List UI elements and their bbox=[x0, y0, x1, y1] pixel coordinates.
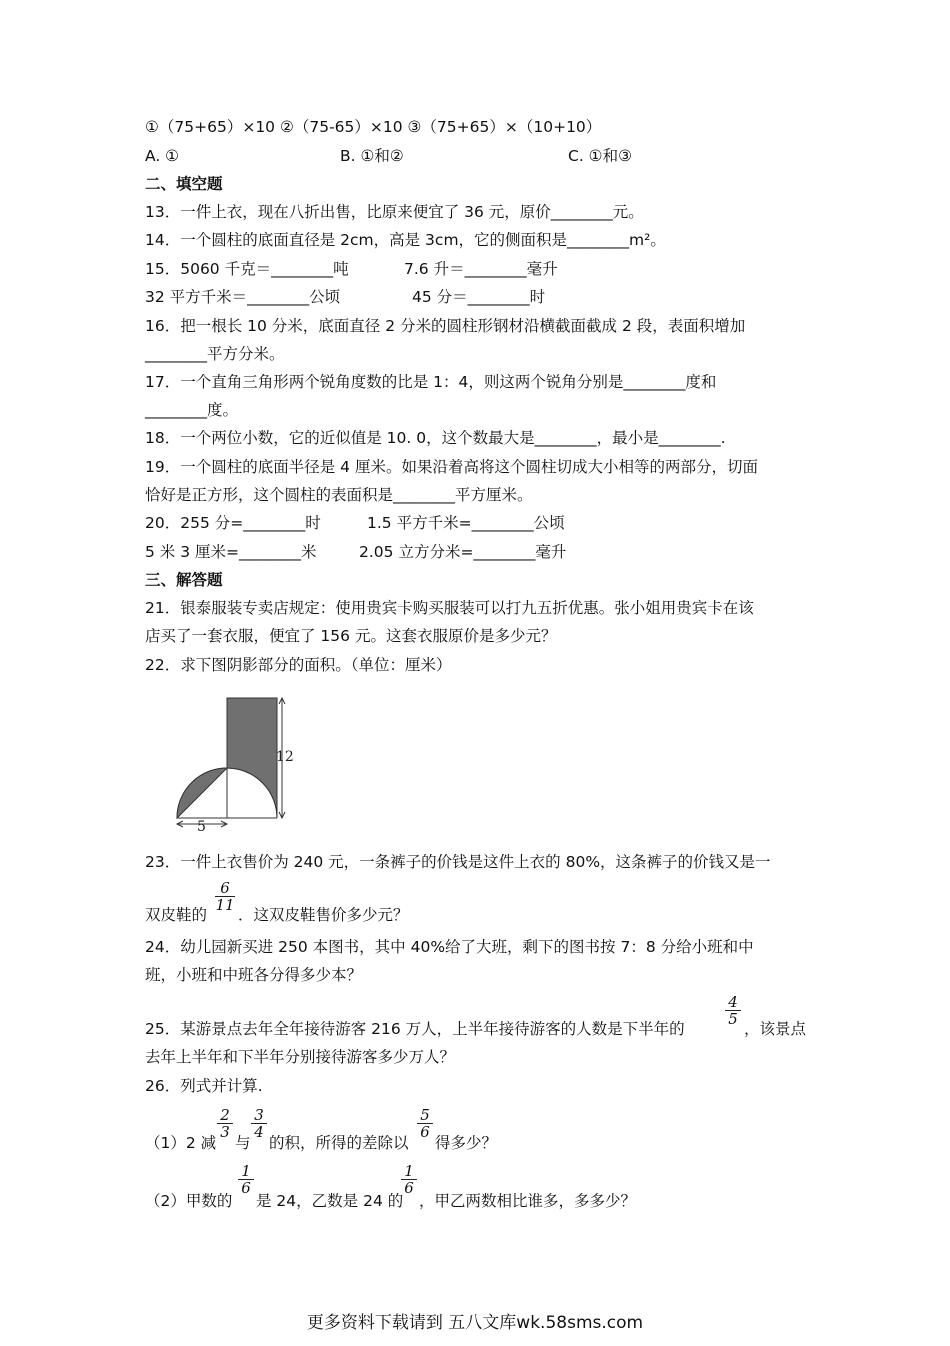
question-24-line-1: 24．幼儿园新买进 250 本图书，其中 40%给了大班，剩下的图书按 7：8 分给小班和中 bbox=[145, 938, 754, 956]
question-20-part-d: 2.05 立方分米=________毫升 bbox=[359, 543, 567, 561]
fraction-denominator: 4 bbox=[254, 1123, 264, 1141]
q12-options-expressions: ①（75+65）×10 ②（75-65）×10 ③（75+65）×（10+10） bbox=[145, 118, 602, 136]
fraction-numerator: 6 bbox=[215, 880, 235, 897]
question-22: 22．求下图阴影部分的面积。（单位：厘米） bbox=[145, 656, 452, 674]
question-25-line-2: 去年上半年和下半年分别接待游客多少万人？ bbox=[145, 1048, 456, 1066]
fraction-denominator: 6 bbox=[420, 1123, 430, 1141]
shaded-rectangle-region bbox=[227, 698, 277, 818]
question-15-part-a: 15．5060 千克＝________吨 bbox=[145, 260, 349, 278]
question-15-part-c: 32 平方千米＝________公顷 bbox=[145, 288, 341, 306]
fraction-1-6-second bbox=[401, 1163, 417, 1196]
fraction-1-6-first bbox=[238, 1163, 254, 1196]
question-18: 18．一个两位小数，它的近似值是 10. 0，这个数最大是________，最小是________. bbox=[145, 429, 726, 447]
question-26-1-part-c: 的积，所得的差除以 bbox=[269, 1134, 409, 1152]
question-17-line-1: 17．一个直角三角形两个锐角度数的比是 1：4，则这两个锐角分别是________度和 bbox=[145, 373, 717, 391]
fraction-denominator: 6 bbox=[241, 1179, 251, 1197]
question-16-line-2: ________平方分米。 bbox=[145, 345, 285, 363]
q12-option-a: A. ① bbox=[145, 147, 180, 165]
fraction-numerator: 4 bbox=[725, 994, 741, 1011]
question-26-1-part-b: 与 bbox=[235, 1134, 251, 1152]
question-23-line-2-prefix: 双皮鞋的 bbox=[145, 906, 208, 924]
question-17-line-2: ________度。 bbox=[145, 401, 239, 419]
question-26-2-part-a: （2）甲数的 bbox=[145, 1192, 233, 1210]
fraction-2-3 bbox=[217, 1107, 233, 1140]
question-26-1-part-a: （1）2 减 bbox=[145, 1134, 217, 1152]
question-14: 14．一个圆柱的底面直径是 2cm，高是 3cm，它的侧面积是________m²。 bbox=[145, 231, 666, 249]
question-16-line-1: 16．把一根长 10 分米，底面直径 2 分米的圆柱形钢材沿横截面截成 2 段，表面积增加 bbox=[145, 317, 746, 335]
question-26-1-part-d: 得多少？ bbox=[435, 1134, 498, 1152]
section-solve-heading: 三、解答题 bbox=[145, 571, 223, 589]
shaded-area-figure bbox=[170, 690, 310, 840]
question-13: 13．一件上衣，现在八折出售，比原来便宜了 36 元，原价________元。 bbox=[145, 203, 644, 221]
fraction-numerator: 2 bbox=[217, 1107, 233, 1124]
width-label: 5 bbox=[197, 819, 206, 835]
section-fill-blank-heading: 二、填空题 bbox=[145, 175, 223, 193]
question-26-2-part-b: 是 24，乙数是 24 的 bbox=[256, 1192, 404, 1210]
question-26-2-part-c: ，甲乙两数相比谁多，多多少？ bbox=[419, 1192, 637, 1210]
fraction-denominator: 5 bbox=[728, 1010, 738, 1028]
fraction-numerator: 3 bbox=[251, 1107, 267, 1124]
question-15-part-b: 7.6 升＝________毫升 bbox=[404, 260, 558, 278]
question-21-line-1: 21．银泰服装专卖店规定：使用贵宾卡购买服装可以打九五折优惠。张小姐用贵宾卡在该 bbox=[145, 599, 754, 617]
q12-option-b: B. ①和② bbox=[340, 147, 404, 165]
question-25-line-1-suffix: ，该景点 bbox=[744, 1020, 807, 1038]
footer-download-link[interactable]: 更多资料下载请到 五八文库wk.58sms.com bbox=[306, 1313, 644, 1333]
fraction-denominator: 11 bbox=[215, 896, 235, 914]
fraction-denominator: 6 bbox=[404, 1179, 414, 1197]
fraction-denominator: 3 bbox=[220, 1123, 230, 1141]
question-21-line-2: 店买了一套衣服，便宜了 156 元。这套衣服原价是多少元？ bbox=[145, 627, 557, 645]
shaded-segment bbox=[177, 768, 227, 818]
height-label: 12 bbox=[276, 749, 294, 765]
fraction-numerator: 1 bbox=[238, 1163, 254, 1180]
fraction-4-5 bbox=[725, 994, 741, 1027]
question-20-part-b: 1.5 平方千米=________公顷 bbox=[367, 514, 565, 532]
question-23-line-1: 23．一件上衣售价为 240 元，一条裤子的价钱是这件上衣的 80%，这条裤子的价钱又是一 bbox=[145, 853, 771, 871]
fraction-5-6 bbox=[417, 1107, 433, 1140]
q12-option-c: C. ①和③ bbox=[568, 147, 632, 165]
question-24-line-2: 班，小班和中班各分得多少本？ bbox=[145, 966, 363, 984]
fraction-6-11 bbox=[215, 880, 235, 913]
fraction-3-4 bbox=[251, 1107, 267, 1140]
fraction-numerator: 5 bbox=[417, 1107, 433, 1124]
question-19-line-2: 恰好是正方形，这个圆柱的表面积是________平方厘米。 bbox=[145, 486, 533, 504]
fraction-numerator: 1 bbox=[401, 1163, 417, 1180]
question-20-part-a: 20．255 分=________时 bbox=[145, 514, 321, 532]
question-23-line-2-suffix: ．这双皮鞋售价多少元？ bbox=[238, 906, 409, 924]
question-15-part-d: 45 分＝________时 bbox=[412, 288, 546, 306]
question-25-line-1-prefix: 25．某游景点去年全年接待游客 216 万人，上半年接待游客的人数是下半年的 bbox=[145, 1020, 685, 1038]
question-19-line-1: 19．一个圆柱的底面半径是 4 厘米。如果沿着高将这个圆柱切成大小相等的两部分，切面 bbox=[145, 458, 758, 476]
question-20-part-c: 5 米 3 厘米=________米 bbox=[145, 543, 317, 561]
question-26-heading: 26．列式并计算. bbox=[145, 1077, 263, 1095]
